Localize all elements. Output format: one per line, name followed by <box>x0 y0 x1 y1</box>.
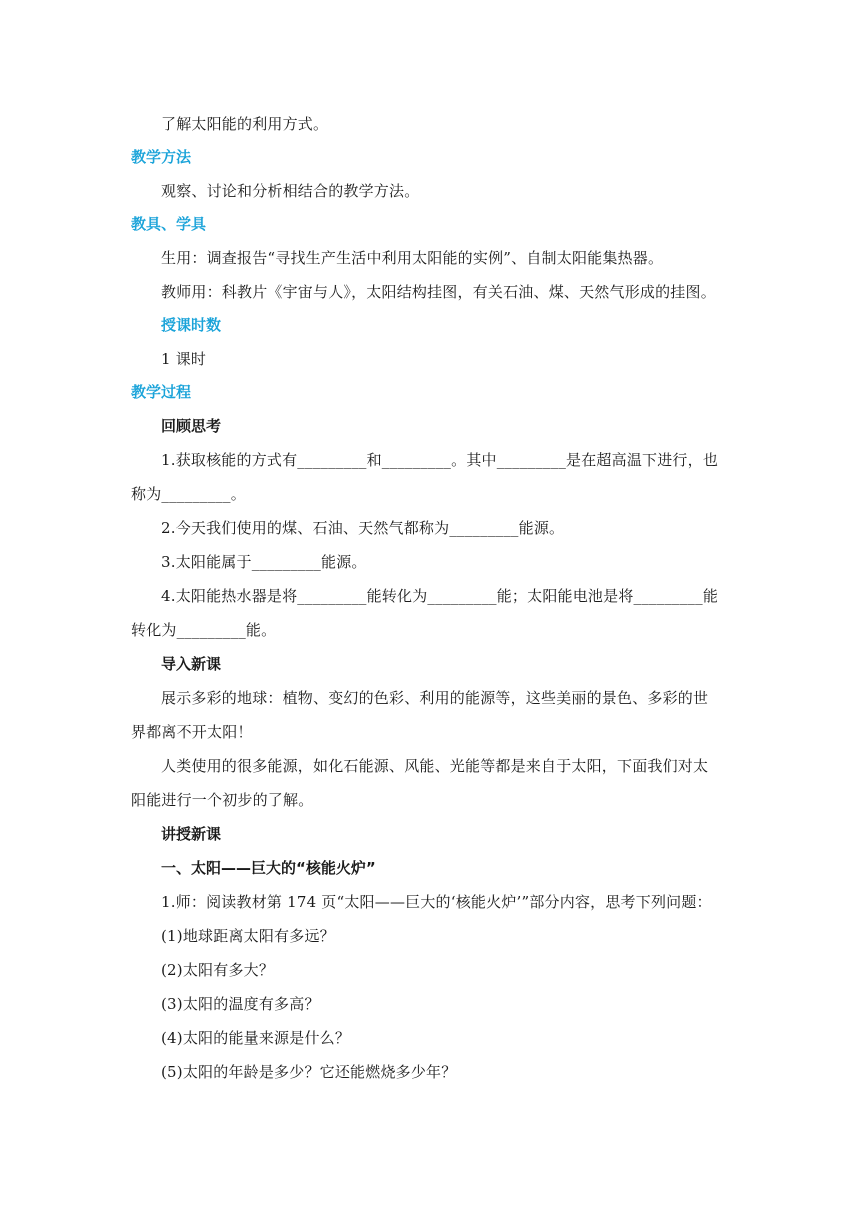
section-1-title: 一、太阳——巨大的“核能火炉” <box>161 859 376 877</box>
question-item: (1)地球距离太阳有多远？ <box>161 927 335 945</box>
tools-student-text: 生用：调查报告“寻找生产生活中利用太阳能的实例”、自制太阳能集热器。 <box>161 249 664 267</box>
intro-paragraph-1-line-2: 界都离不开太阳！ <box>131 723 253 741</box>
review-heading: 回顾思考 <box>161 417 222 435</box>
question-item: (3)太阳的温度有多高？ <box>161 995 320 1013</box>
intro-line: 了解太阳能的利用方式。 <box>161 115 329 133</box>
intro-paragraph-2-line-2: 阳能进行一个初步的了解。 <box>131 791 314 809</box>
review-question-3: 3.太阳能属于_________能源。 <box>161 553 367 571</box>
tools-teacher-text: 教师用：科教片《宇宙与人》，太阳结构挂图，有关石油、煤、天然气形成的挂图。 <box>161 283 716 301</box>
teaching-method-heading: 教学方法 <box>131 148 192 166</box>
teaching-method-text: 观察、讨论和分析相结合的教学方法。 <box>161 182 420 200</box>
intro-paragraph-2-line-1: 人类使用的很多能源，如化石能源、风能、光能等都是来自于太阳，下面我们对太 <box>161 757 709 775</box>
hours-heading: 授课时数 <box>161 316 222 334</box>
question-item: (2)太阳有多大？ <box>161 961 275 979</box>
intro-new-lesson-heading: 导入新课 <box>161 655 222 673</box>
reading-task: 1.师：阅读教材第 174 页“太阳——巨大的‘核能火炉’”部分内容，思考下列问题： <box>161 893 712 911</box>
review-question-4-line-1: 4.太阳能热水器是将_________能转化为_________能；太阳能电池是将_________能 <box>161 587 719 605</box>
review-question-1-line-1: 1.获取核能的方式有_________和_________。其中_________是在超高温下进行，也 <box>161 451 719 469</box>
hours-text: 1 课时 <box>161 350 207 368</box>
review-question-1-line-2: 称为_________。 <box>131 485 246 503</box>
intro-paragraph-1-line-1: 展示多彩的地球：植物、变幻的色彩、利用的能源等，这些美丽的景色、多彩的世 <box>161 689 709 707</box>
review-question-4-line-2: 转化为_________能。 <box>131 621 277 639</box>
review-question-2: 2.今天我们使用的煤、石油、天然气都称为_________能源。 <box>161 519 565 537</box>
tools-heading: 教具、学具 <box>131 215 207 233</box>
new-lesson-heading: 讲授新课 <box>161 825 222 843</box>
process-heading: 教学过程 <box>131 383 192 401</box>
question-item: (5)太阳的年龄是多少？它还能燃烧多少年？ <box>161 1063 457 1081</box>
question-item: (4)太阳的能量来源是什么？ <box>161 1029 351 1047</box>
